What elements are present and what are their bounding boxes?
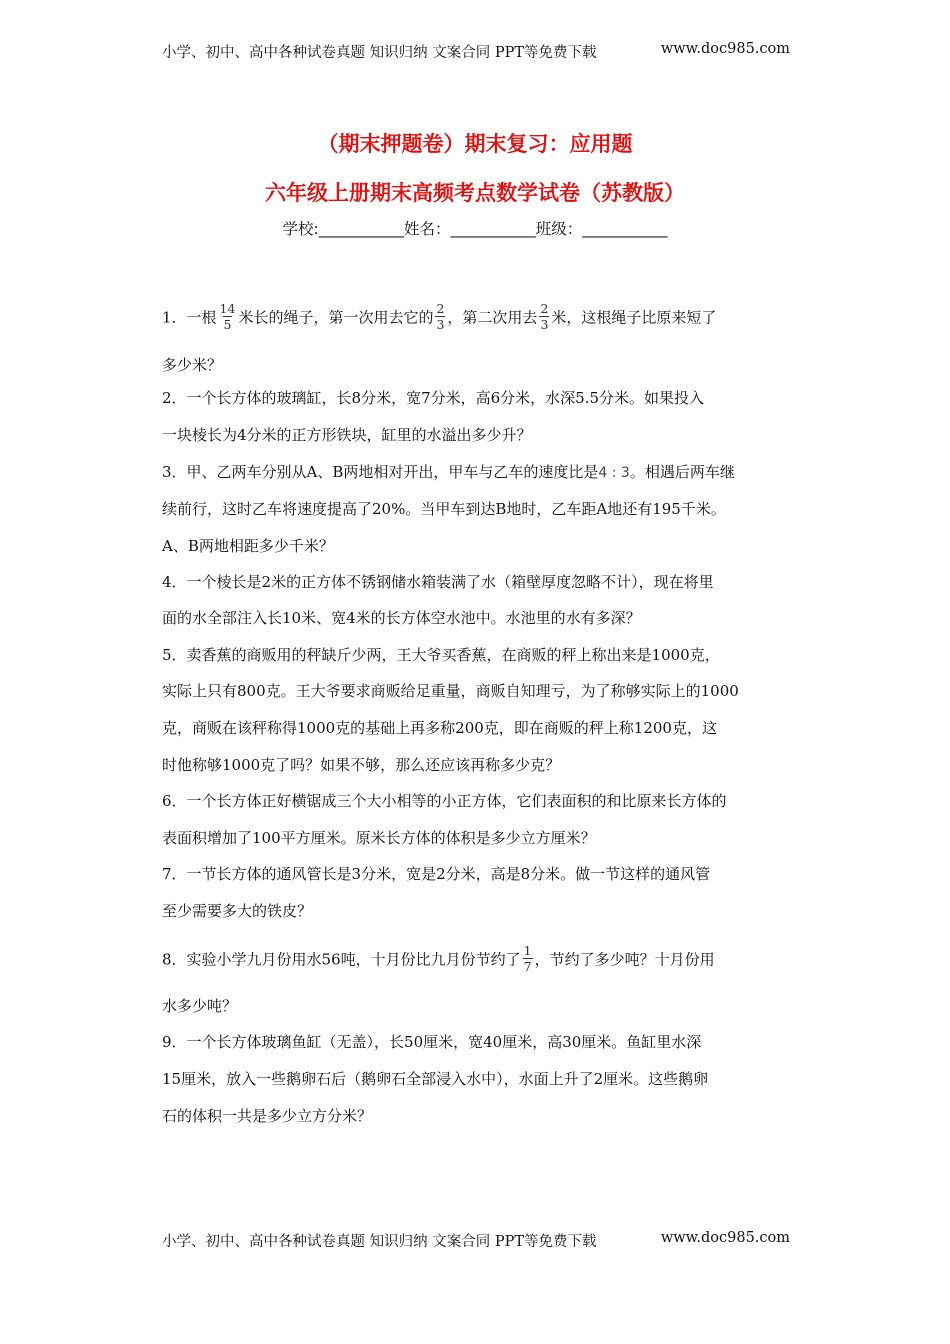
question-8-line-2: 水多少吨？ (162, 997, 238, 1015)
question-3-line-2: 续前行，这时乙车将速度提高了20%。当甲车到达B地时，乙车距A地还有195千米。 (162, 500, 726, 518)
question-8-line-1: 8．实验小学九月份用水56吨，十月份比九月份节约了 $\frac{1}{7}$ ，节约了多少吨？十月份用 (162, 943, 715, 974)
fraction-14-5: $\frac{14}{5}$ (219, 301, 236, 332)
header-text: 小学、初中、高中各种试卷真题 知识归纳 文案合同 PPT等免费下载 (162, 45, 597, 61)
fraction-1-7: $\frac{1}{7}$ (523, 943, 532, 974)
question-5-line-3: 克，商贩在该秤称得1000克的基础上再多称200克，即在商贩的秤上称1200克，这 (162, 719, 717, 737)
question-2-line-1: 2．一个长方体的玻璃缸，长8分米，宽7分米，高6分米，水深5.5分米。如果投入 (162, 389, 705, 407)
student-info-fields: 学校:___________姓名：___________班级：___________ (282, 220, 668, 238)
footer-site-link[interactable]: www.doc985.com (660, 1230, 790, 1246)
fraction-2-3: $\frac{2}{3}$ (436, 301, 445, 332)
question-5-line-4: 时他称够1000克了吗？如果不够，那么还应该再称多少克？ (162, 756, 561, 774)
footer-text: 小学、初中、高中各种试卷真题 知识归纳 文案合同 PPT等免费下载 (162, 1234, 597, 1250)
question-5-line-1: 5．卖香蕉的商贩用的秤缺斤少两，王大爷买香蕉，在商贩的秤上称出来是1000克， (162, 646, 720, 664)
question-9-line-1: 9．一个长方体玻璃鱼缸（无盖），长50厘米，宽40厘米，高30厘米。鱼缸里水深 (162, 1033, 702, 1051)
question-6-line-1: 6．一个长方体正好横锯成三个大小相等的小正方体，它们表面积的和比原来长方体的 (162, 792, 727, 810)
question-7-line-2: 至少需要多大的铁皮？ (162, 902, 313, 920)
question-9-line-3: 石的体积一共是多少立方分米？ (162, 1107, 373, 1125)
page-header (162, 41, 790, 62)
header-site-link[interactable]: www.doc985.com (660, 41, 790, 57)
question-1-line-2: 多少米？ (162, 356, 223, 374)
fraction-2-3-second: $\frac{2}{3}$ (540, 301, 549, 332)
question-1-line-1: 1．一根 $\frac{14}{5}$ 米长的绳子，第一次用去它的 $\frac{2}{3}$ ，第二次用去 $\frac{2}{3}$ 米，这根绳子比原来短了 (162, 301, 717, 332)
question-9-line-2: 15厘米，放入一些鹅卵石后（鹅卵石全部浸入水中），水面上升了2厘米。这些鹅卵 (162, 1070, 709, 1088)
question-7-line-1: 7．一节长方体的通风管长是3分米，宽是2分米，高是8分米。做一节这样的通风管 (162, 865, 711, 883)
question-4-line-2: 面的水全部注入长10米、宽4米的长方体空水池中。水池里的水有多深？ (162, 609, 641, 627)
page-footer (162, 1230, 790, 1251)
question-3-line-1: 3．甲、乙两车分别从A、B两地相对开出，甲车与乙车的速度比是4 : 3。相遇后两车继 (162, 463, 735, 481)
question-3-line-3: A、B两地相距多少千米？ (162, 537, 334, 555)
question-6-line-2: 表面积增加了100平方厘米。原米长方体的体积是多少立方厘米？ (162, 829, 596, 847)
question-2-line-2: 一块棱长为4分米的正方形铁块，缸里的水溢出多少升？ (162, 426, 532, 444)
question-4-line-1: 4．一个棱长是2米的正方体不锈钢储水箱装满了水（箱壁厚度忽略不计），现在将里 (162, 573, 714, 591)
question-5-line-2: 实际上只有800克。王大爷要求商贩给足重量，商贩自知理亏，为了称够实际上的1000 (162, 682, 739, 700)
title-line-2: 六年级上册期末高频考点数学试卷（苏教版） (265, 181, 685, 205)
title-line-1: （期末押题卷）期末复习：应用题 (317, 132, 633, 156)
ratio-4-3: 4 : 3 (598, 465, 630, 481)
